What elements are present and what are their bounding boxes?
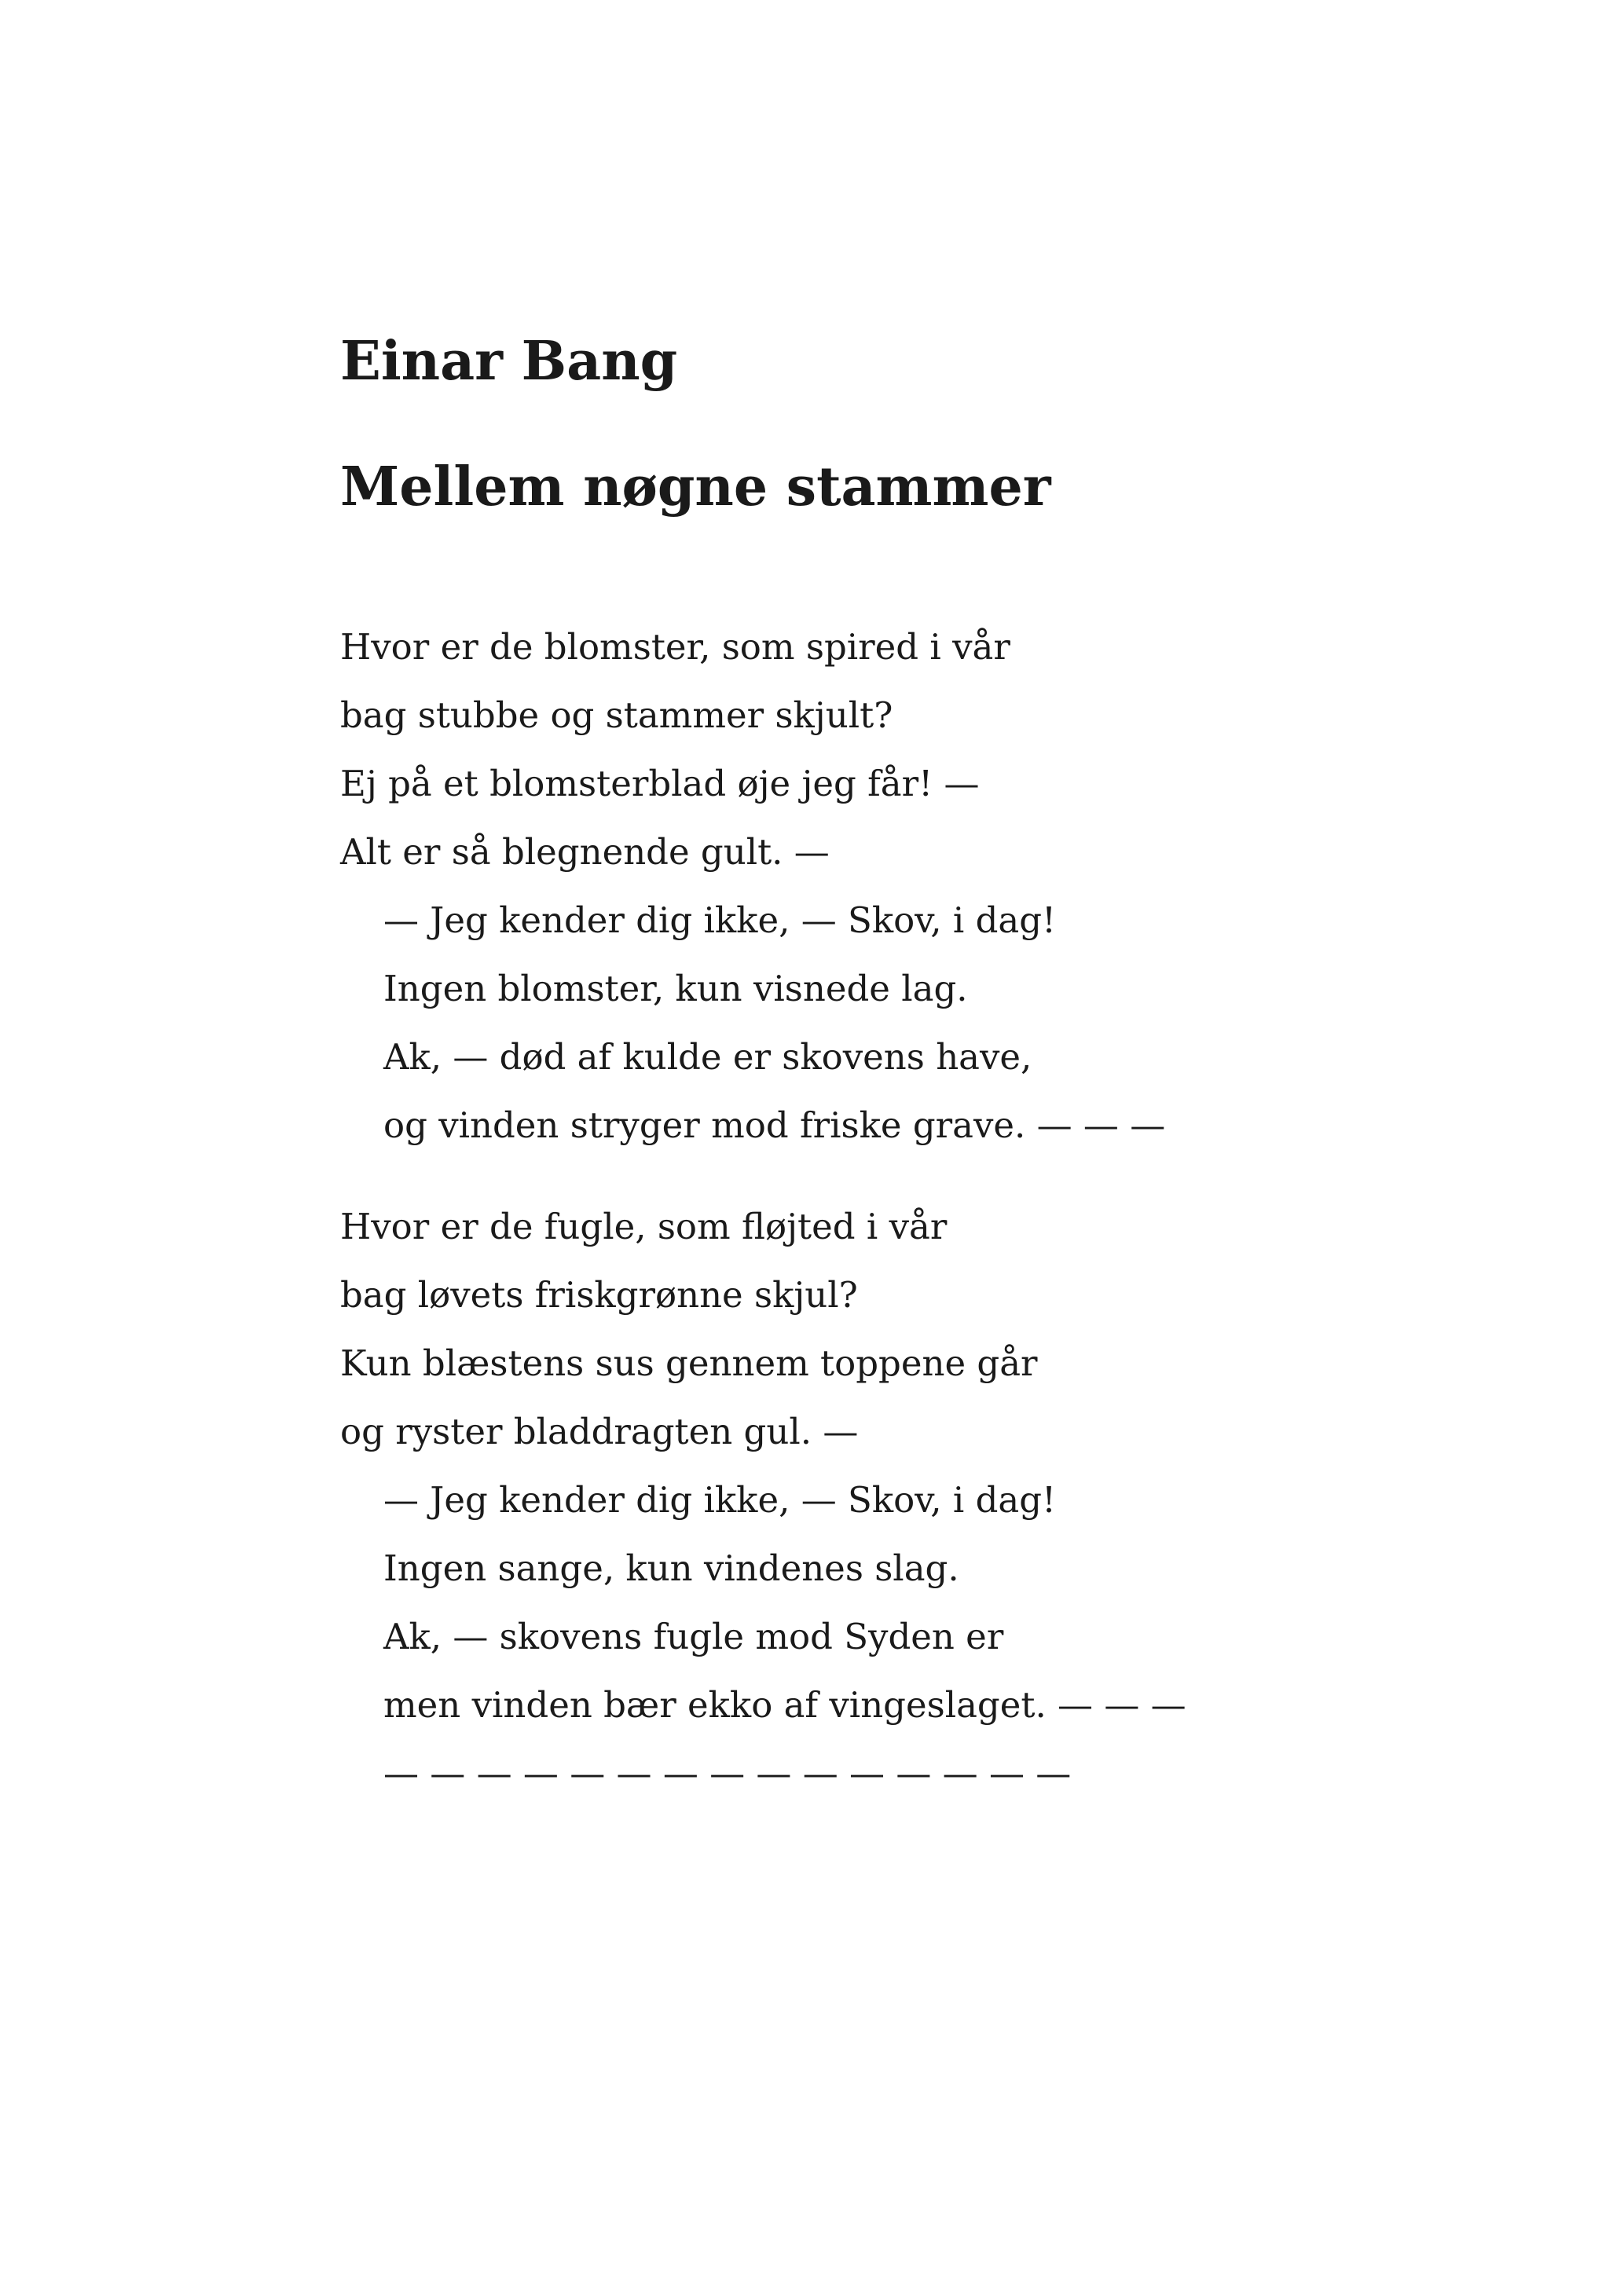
verse-line-indented: — Jeg kender dig ikke, — Skov, i dag! [383, 1479, 1057, 1521]
verse-line-indented: Ak, — død af kulde er skovens have, [383, 1036, 1032, 1078]
verse-line-indented: men vinden bær ekko af vingeslaget. — — — [383, 1684, 1186, 1726]
verse-line: Alt er så blegnende gult. — [340, 831, 830, 873]
verse-line-indented: Ingen blomster, kun visnede lag. [383, 968, 968, 1009]
stanza-2 [340, 1192, 1186, 1807]
verse-line-indented: — Jeg kender dig ikke, — Skov, i dag! [383, 899, 1057, 941]
verse-line: og ryster bladdragten gul. — [340, 1411, 859, 1452]
poem-title: Mellem nøgne stammer [340, 456, 1051, 518]
verse-line-indented: Ak, — skovens fugle mod Syden er [383, 1616, 1004, 1657]
stanza-1 [340, 613, 1165, 1159]
verse-line: Hvor er de fugle, som fløjted i vår [340, 1206, 948, 1247]
verse-line-indented: og vinden stryger mod friske grave. — — — [383, 1104, 1166, 1146]
verse-line-indented: Ingen sange, kun vindenes slag. [383, 1547, 959, 1589]
author-name: Einar Bang [340, 330, 678, 393]
verse-line: Kun blæstens sus gennem toppene går [340, 1342, 1038, 1384]
verse-line: Ej på et blomsterblad øje jeg får! — [340, 763, 980, 804]
dash-line: — — — — — — — — — — — — — — — [383, 1752, 1072, 1794]
verse-line: bag løvets friskgrønne skjul? [340, 1274, 858, 1316]
verse-line: Hvor er de blomster, som spired i vår [340, 626, 1010, 668]
verse-line: bag stubbe og stammer skjult? [340, 694, 893, 736]
